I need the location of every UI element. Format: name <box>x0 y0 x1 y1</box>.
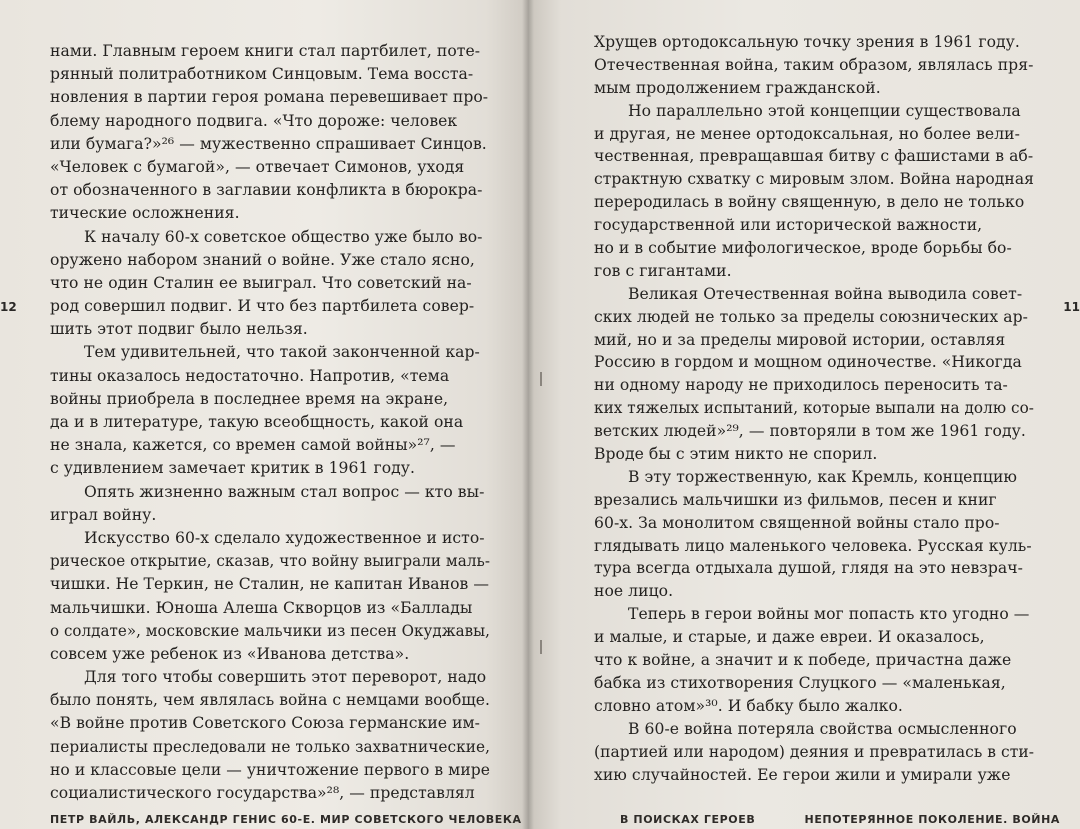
right-text-line: ских людей не только за пределы союзнических ар- <box>594 307 1028 326</box>
right-text-line: ни одному народу не приходилось переносить та- <box>594 376 1008 395</box>
left-text-line: войны приобрела в последнее время на экране, <box>50 389 449 408</box>
right-text-line: мым продолжением гражданской. <box>594 78 881 97</box>
right-text-line: Вроде бы с этим никто не спорил. <box>594 445 878 464</box>
left-text-line: оружено набором знаний о войне. Уже стало ясно, <box>50 250 475 269</box>
left-text-line: нами. Главным героем книги стал партбилет, поте- <box>50 42 481 60</box>
left-page-running-footer: ПЕТР ВАЙЛЬ, АЛЕКСАНДР ГЕНИС 60-Е. МИР СОВЕТСКОГО ЧЕЛОВЕКА <box>50 813 522 826</box>
right-text-line: В эту торжественную, как Кремль, концепцию <box>628 467 1018 486</box>
left-text-line: рянный политработником Синцовым. Тема восста- <box>50 65 474 84</box>
right-page-text <box>594 31 1034 786</box>
right-page-running-footer-section: В ПОИСКАХ ГЕРОЕВ <box>620 813 756 826</box>
right-text-line: ное лицо. <box>594 582 674 601</box>
right-text-line: Хрущев ортодоксальную точку зрения в 1961 году. <box>594 33 1020 51</box>
left-text-line: Опять жизненно важным стал вопрос — кто вы- <box>84 482 485 501</box>
left-text-line: социалистического государства»²⁸, — представлял <box>50 784 475 802</box>
left-text-line: что не один Сталин ее выиграл. Что советский на- <box>50 273 472 292</box>
right-text-line: хию случайностей. Ее герои жили и умирали уже <box>594 765 1011 784</box>
right-text-line: Теперь в герои войны мог попасть кто угодно — <box>628 605 1030 624</box>
right-text-line: мий, но и за пределы мировой истории, оставляя <box>594 330 1006 349</box>
left-text-line: тические осложнения. <box>50 204 240 223</box>
right-text-line: Отечественная война, таким образом, являлась пря- <box>594 55 1034 74</box>
right-text-line: переродилась в войну священную, в дело не только <box>594 193 1025 212</box>
left-text-line: было понять, чем являлась война с немцами вообще. <box>50 691 490 710</box>
left-text-line: К началу 60-х советское общество уже было во- <box>84 227 483 246</box>
left-text-line: от обозначенного в заглавии конфликта в бюрокра- <box>50 181 483 200</box>
left-text-line: шить этот подвиг было нельзя. <box>50 320 308 339</box>
right-text-line: ких тяжелых испытаний, которые выпали на долю со- <box>594 399 1035 418</box>
right-text-line: В 60-е война потеряла свойства осмысленного <box>628 719 1017 738</box>
right-text-line: тура всегда отдыхала душой, глядя на это невзрач- <box>594 559 1023 578</box>
left-text-line: да и в литературе, такую всеобщность, какой она <box>50 413 464 431</box>
right-text-line: словно атом»³⁰. И бабку было жалко. <box>594 696 903 715</box>
left-text-line: новления в партии героя романа перевешивает про- <box>50 88 489 107</box>
right-text-line: Великая Отечественная война выводила совет- <box>628 284 1023 303</box>
right-page-number: 11 <box>1063 300 1080 314</box>
left-page <box>0 0 528 829</box>
right-text-line: государственной или исторической важности, <box>594 216 983 235</box>
right-text-line: глядывать лицо маленького человека. Русская куль- <box>594 536 1032 555</box>
left-text-line: о солдате», московские мальчики из песен Окуджавы, <box>50 621 490 640</box>
left-text-line: мальчишки. Юноша Алеша Скворцов из «Баллады <box>50 598 473 617</box>
right-text-line: 60-х. За монолитом священной войны стало про- <box>594 513 1000 532</box>
right-text-line: но и в событие мифологическое, вроде борьбы бо- <box>594 239 1012 258</box>
right-text-line: что к войне, а значит и к победе, причастна даже <box>594 651 1012 670</box>
left-text-line: тины оказалось недостаточно. Напротив, «тема <box>50 366 450 385</box>
right-text-line: (партией или народом) деяния и превратилась в сти- <box>594 742 1035 761</box>
right-text-line: и малые, и старые, и даже евреи. И оказалось, <box>594 628 985 647</box>
left-text-line: с удивлением замечает критик в 1961 году. <box>50 459 416 478</box>
left-text-line: род совершил подвиг. И что без партбилета совер- <box>50 297 475 316</box>
right-text-line: Россию в гордом и мощном одиночестве. «Никогда <box>594 353 1022 372</box>
left-text-line: чишки. Не Теркин, не Сталин, не капитан Иванов — <box>50 575 490 594</box>
right-page-running-footer-chapter: НЕПОТЕРЯННОЕ ПОКОЛЕНИЕ. ВОЙНА <box>804 813 1060 826</box>
left-page-text <box>50 40 490 805</box>
right-text-line: ветских людей»²⁹, — повторяли в том же 1961 году. <box>594 422 1026 441</box>
left-text-line: играл войну. <box>50 505 157 524</box>
left-text-line: Тем удивительней, что такой законченной кар- <box>84 343 480 362</box>
right-text-line: бабка из стихотворения Слуцкого — «маленькая, <box>594 673 1006 692</box>
left-text-line: «Человек с бумагой», — отвечает Симонов, уходя <box>50 157 465 176</box>
left-text-line: или бумага?»²⁶ — мужественно спрашивает Синцов. <box>50 134 487 153</box>
left-text-line: не знала, кажется, со времен самой войны»²⁷, — <box>50 436 456 455</box>
right-text-line: врезались мальчишки из фильмов, песен и книг <box>594 490 997 509</box>
left-text-line: «В войне против Советского Союза германские им- <box>50 714 481 733</box>
right-text-line: Но параллельно этой концепции существовала <box>628 101 1021 120</box>
book-spine-shadow <box>522 0 534 829</box>
left-text-line: периалисты преследовали не только захватнические, <box>50 737 490 756</box>
right-page <box>528 0 1080 829</box>
right-text-line: гов с гигантами. <box>594 261 732 280</box>
left-text-line: Искусство 60-х сделало художественное и исто- <box>84 528 485 547</box>
left-text-line: Для того чтобы совершить этот переворот, надо <box>84 668 487 687</box>
right-text-line: страктную схватку с мировым злом. Война народная <box>594 170 1034 189</box>
left-text-line: блему народного подвига. «Что дороже: человек <box>50 111 458 130</box>
left-text-line: но и классовые цели — уничтожение первого в мире <box>50 760 491 779</box>
right-text-line: чественная, превращавшая битву с фашистами в аб- <box>594 147 1034 166</box>
left-page-number: 12 <box>0 300 17 314</box>
page-edge-mark <box>540 372 542 386</box>
left-text-line: рическое открытие, сказав, что войну выиграли маль- <box>50 552 490 571</box>
right-text-line: и другая, не менее ортодоксальная, но более вели- <box>594 124 1020 143</box>
page-edge-mark <box>540 640 542 654</box>
left-text-line: совсем уже ребенок из «Иванова детства». <box>50 644 410 663</box>
